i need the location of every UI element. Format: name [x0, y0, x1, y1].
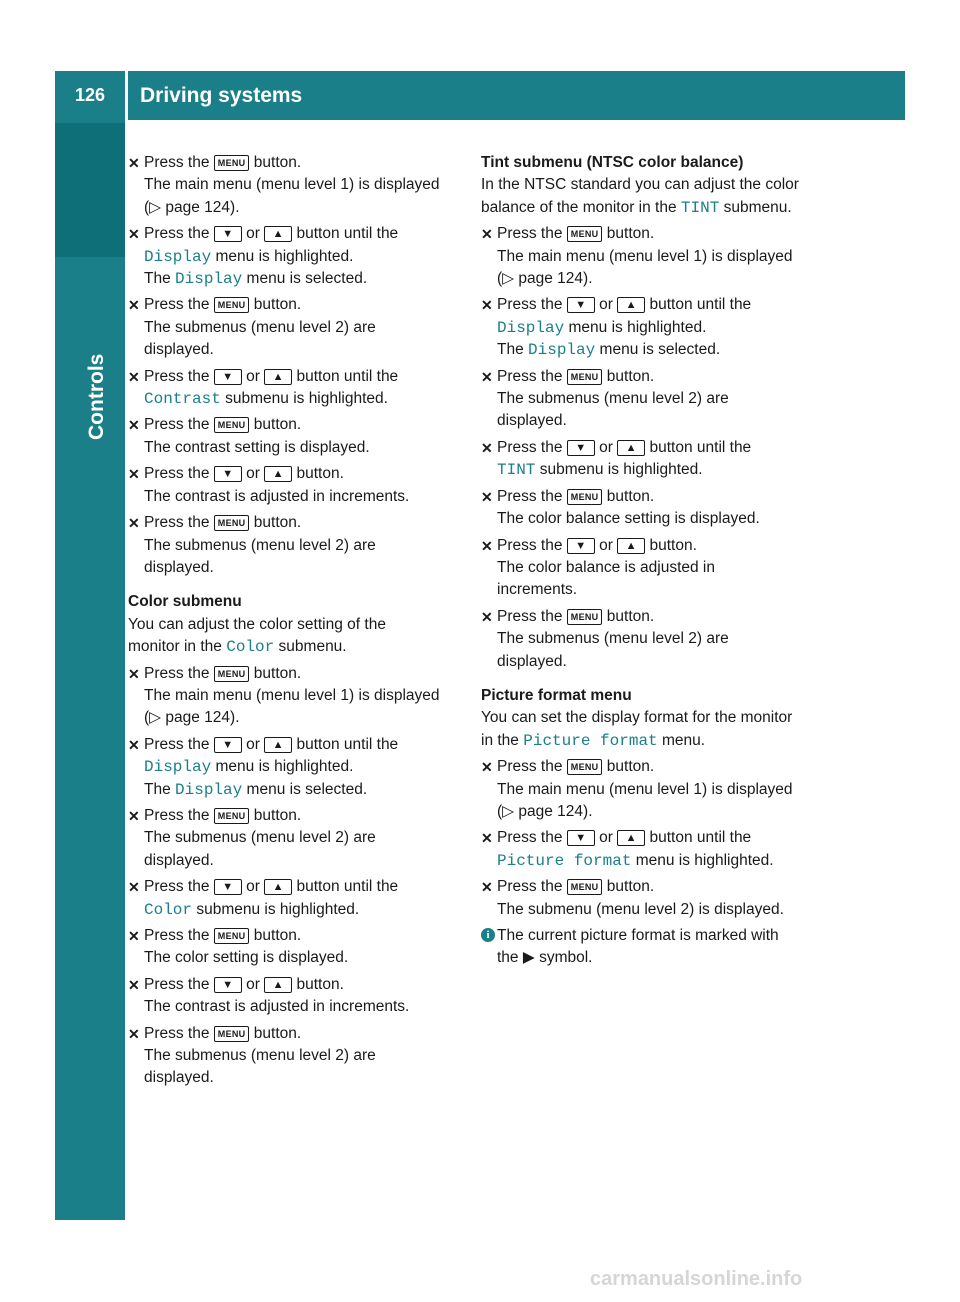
- step: ✕ Press the MENU button. The submenus (menu level 2) are displayed.: [481, 607, 729, 670]
- down-key-icon: ▼: [214, 737, 242, 753]
- arrow-icon: ✕: [481, 439, 493, 456]
- arrow-icon: ✕: [481, 879, 493, 896]
- step: ✕ Press the ▼ or ▲ button until the Contrast submenu is highlighted.: [128, 367, 399, 409]
- arrow-icon: ✕: [128, 226, 140, 243]
- menu-key-icon: MENU: [214, 515, 250, 531]
- down-key-icon: ▼: [567, 538, 595, 554]
- step: ✕ Press the MENU button. The submenu (menu level 2) is displayed.: [481, 878, 784, 918]
- menu-key-icon: MENU: [567, 369, 603, 385]
- up-key-icon: ▲: [617, 538, 645, 554]
- sidebar-tab: [55, 123, 125, 257]
- step: ✕ Press the MENU button. The main menu (menu level 1) is displayed (▷ page 124).: [481, 225, 793, 288]
- up-key-icon: ▲: [617, 440, 645, 456]
- page-number: 126: [74, 85, 106, 105]
- footer-watermark: carmanualsonline.info: [590, 1268, 803, 1290]
- up-key-icon: ▲: [617, 297, 645, 313]
- color-intro: You can adjust the color setting of the monitor in the Color submenu.: [128, 615, 386, 657]
- menu-key-icon: MENU: [214, 1026, 250, 1042]
- step: ✕ Press the MENU button. The color setting is displayed.: [128, 927, 349, 967]
- arrow-icon: ✕: [128, 466, 140, 483]
- up-key-icon: ▲: [617, 830, 645, 846]
- menu-key-icon: MENU: [214, 808, 250, 824]
- arrow-icon: ✕: [128, 417, 140, 434]
- up-key-icon: ▲: [264, 226, 292, 242]
- arrow-icon: ✕: [481, 488, 493, 505]
- arrow-icon: ✕: [128, 976, 140, 993]
- left-column: [128, 152, 468, 1094]
- up-key-icon: ▲: [264, 466, 292, 482]
- menu-key-icon: MENU: [214, 928, 250, 944]
- step: ✕ Press the ▼ or ▲ button. The color balance is adjusted in increments.: [481, 536, 715, 599]
- play-symbol-icon: ▶: [522, 949, 535, 967]
- arrow-icon: ✕: [481, 537, 493, 554]
- up-key-icon: ▲: [264, 977, 292, 993]
- step: ✕ Press the ▼ or ▲ button until the Picture format menu is highlighted.: [481, 829, 774, 870]
- step: ✕ Press the MENU button. The main menu (menu level 1) is displayed (▷ page 124).: [128, 154, 440, 216]
- arrow-icon: ✕: [128, 879, 140, 896]
- picture-intro: You can set the display format for the monitor in the Picture format menu.: [481, 709, 793, 750]
- step: ✕ Press the MENU button. The main menu (menu level 1) is displayed (▷ page 124).: [481, 758, 793, 820]
- step: ✕ Press the MENU button. The submenus (menu level 2) are displayed.: [128, 296, 376, 359]
- info-icon: i: [481, 928, 495, 942]
- step: ✕ Press the ▼ or ▲ button until the TINT submenu is highlighted.: [481, 438, 752, 480]
- down-key-icon: ▼: [214, 879, 242, 895]
- up-key-icon: ▲: [264, 369, 292, 385]
- menu-key-icon: MENU: [567, 759, 603, 775]
- info-note: i The current picture format is marked with the ▶ symbol.: [481, 925, 816, 970]
- step: ✕ Press the MENU button. The submenus (menu level 2) are displayed.: [481, 367, 729, 430]
- menu-key-icon: MENU: [214, 417, 250, 433]
- up-key-icon: ▲: [264, 737, 292, 753]
- menu-key-icon: MENU: [567, 489, 603, 505]
- arrow-icon: ✕: [481, 830, 493, 847]
- step: ✕ Press the MENU button. The color balance setting is displayed.: [481, 487, 760, 528]
- down-key-icon: ▼: [567, 440, 595, 456]
- step: ✕ Press the MENU button. The main menu (menu level 1) is displayed (▷ page 124).: [128, 664, 440, 727]
- arrow-icon: ✕: [128, 928, 140, 944]
- down-key-icon: ▼: [214, 977, 242, 993]
- arrow-icon: ✕: [128, 155, 140, 171]
- step: ✕ Press the MENU button. The submenus (menu level 2) are displayed.: [128, 1024, 376, 1087]
- menu-key-icon: MENU: [567, 879, 603, 895]
- step: ✕ Press the ▼ or ▲ button until the Display menu is highlighted. The Display menu is selected.: [481, 296, 752, 360]
- step: ✕ Press the MENU button. The submenus (menu level 2) are displayed.: [128, 806, 376, 869]
- arrow-icon: ✕: [128, 368, 140, 385]
- step: ✕ Press the ▼ or ▲ button. The contrast is adjusted in increments.: [128, 975, 410, 1016]
- arrow-icon: ✕: [128, 807, 140, 824]
- step: ✕ Press the ▼ or ▲ button. The contrast is adjusted in increments.: [128, 465, 410, 505]
- right-column: [481, 152, 816, 970]
- step: ✕ Press the MENU button. The submenus (menu level 2) are displayed.: [128, 514, 376, 576]
- color-heading: Color submenu: [128, 593, 242, 611]
- step: ✕ Press the ▼ or ▲ button until the Color submenu is highlighted.: [128, 878, 399, 919]
- down-key-icon: ▼: [214, 466, 242, 482]
- down-key-icon: ▼: [567, 297, 595, 313]
- down-key-icon: ▼: [214, 369, 242, 385]
- arrow-icon: ✕: [481, 226, 493, 243]
- menu-key-icon: MENU: [214, 666, 250, 682]
- arrow-icon: ✕: [128, 297, 140, 314]
- arrow-icon: ✕: [481, 608, 493, 625]
- arrow-icon: ✕: [481, 759, 493, 776]
- arrow-icon: ✕: [128, 665, 140, 682]
- sidebar: [55, 120, 125, 1220]
- arrow-icon: ✕: [128, 1025, 140, 1042]
- arrow-icon: ✕: [481, 368, 493, 385]
- menu-key-icon: MENU: [567, 226, 603, 242]
- up-key-icon: ▲: [264, 879, 292, 895]
- step: ✕ Press the MENU button. The contrast setting is displayed.: [128, 416, 370, 456]
- arrow-icon: ✕: [128, 736, 140, 753]
- down-key-icon: ▼: [567, 830, 595, 846]
- menu-key-icon: MENU: [567, 609, 603, 625]
- tint-heading: Tint submenu (NTSC color balance): [481, 154, 744, 171]
- arrow-icon: ✕: [481, 297, 493, 314]
- arrow-icon: ✕: [128, 515, 140, 532]
- menu-key-icon: MENU: [214, 155, 250, 171]
- picture-heading: Picture format menu: [481, 686, 632, 704]
- step: ✕ Press the ▼ or ▲ button until the Display menu is highlighted. The Display menu is selected.: [128, 735, 399, 799]
- section-title: Driving systems: [140, 84, 303, 107]
- step: ✕ Press the ▼ or ▲ button until the Display menu is highlighted. The Display menu is selected.: [128, 225, 399, 289]
- header-separator: [125, 71, 128, 120]
- down-key-icon: ▼: [214, 226, 242, 242]
- side-label: Controls: [85, 353, 108, 440]
- menu-key-icon: MENU: [214, 297, 250, 313]
- tint-intro: In the NTSC standard you can adjust the color balance of the monitor in the TINT submenu.: [481, 176, 799, 217]
